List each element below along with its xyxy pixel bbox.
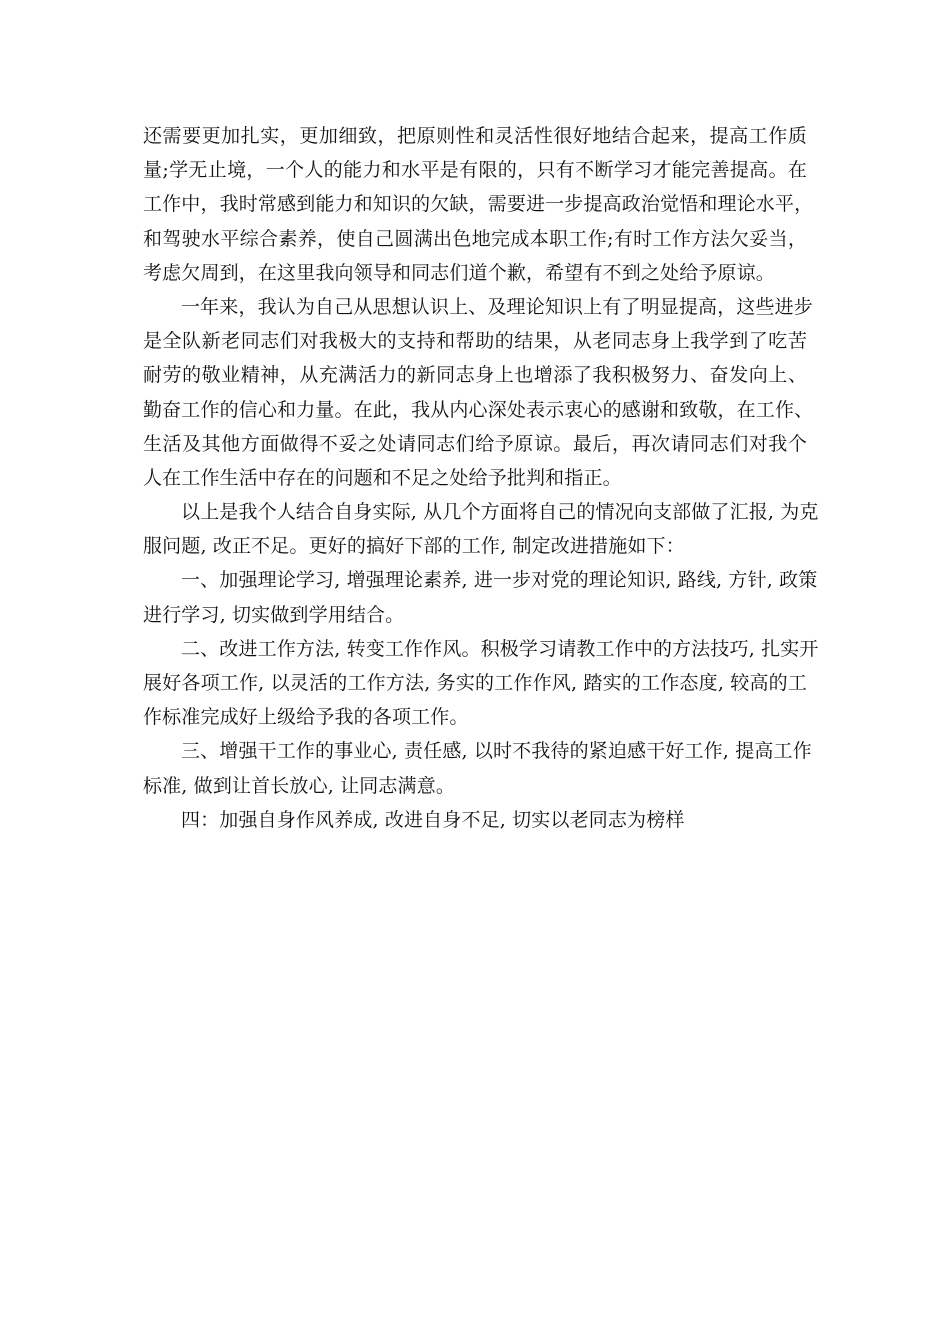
text-line: 工作中，我时常感到能力和知识的欠缺，需要进一步提高政治觉悟和理论水平， — [143, 193, 814, 216]
text-line: 以上是我个人结合自身实际, 从几个方面将自己的情况向支部做了汇报, 为克 — [181, 501, 819, 524]
text-line: 进行学习, 切实做到学用结合。 — [143, 603, 405, 626]
text-line: 量;学无止境，一个人的能力和水平是有限的，只有不断学习才能完善提高。在 — [143, 159, 807, 182]
text-line: 是全队新老同志们对我极大的支持和帮助的结果，从老同志身上我学到了吃苦 — [143, 330, 807, 353]
text-line: 还需要更加扎实，更加细致，把原则性和灵活性很好地结合起来，提高工作质 — [143, 125, 807, 147]
text-line: 二、改进工作方法, 转变工作作风。积极学习请教工作中的方法技巧, 扎实开 — [181, 637, 819, 660]
list-item-2 — [143, 632, 819, 735]
text-line: 一、加强理论学习, 增强理论素养, 进一步对党的理论知识, 路线, 方针, 政策 — [181, 569, 818, 592]
text-line: 耐劳的敬业精神，从充满活力的新同志身上也增添了我积极努力、奋发向上、 — [143, 364, 807, 387]
text-line: 和驾驶水平综合素养，使自己圆满出色地完成本职工作;有时工作方法欠妥当， — [143, 227, 807, 250]
paragraph-2 — [143, 290, 814, 495]
text-line: 人在工作生活中存在的问题和不足之处给予批判和指正。 — [143, 466, 622, 489]
text-line: 生活及其他方面做得不妥之处请同志们给予原谅。最后，再次请同志们对我个 — [143, 432, 807, 455]
list-item-4 — [143, 803, 807, 837]
text-line: 服问题, 改正不足。更好的搞好下部的工作, 制定改进措施如下： — [143, 535, 685, 558]
paragraph-1 — [143, 119, 814, 290]
text-line: 作标准完成好上级给予我的各项工作。 — [143, 706, 469, 729]
text-line: 三、增强干工作的事业心, 责任感, 以时不我待的紧迫感干好工作, 提高工作 — [181, 740, 812, 763]
document-body — [143, 119, 819, 837]
text-line: 展好各项工作, 以灵活的工作方法, 务实的工作作风, 踏实的工作态度, 较高的工 — [143, 672, 807, 694]
paragraph-3 — [143, 495, 819, 563]
list-item-3 — [143, 734, 812, 802]
text-line: 四：加强自身作风养成, 改进自身不足, 切实以老同志为榜样 — [181, 808, 685, 831]
list-item-1 — [143, 563, 818, 631]
text-line: 一年来，我认为自己从思想认识上、及理论知识上有了明显提高，这些进步 — [181, 295, 813, 318]
text-line: 考虑欠周到，在这里我向领导和同志们道个歉，希望有不到之处给予原谅。 — [143, 261, 775, 284]
text-line: 勤奋工作的信心和力量。在此，我从内心深处表示衷心的感谢和致敬，在工作、 — [143, 398, 814, 421]
text-line: 标准, 做到让首长放心, 让同志满意。 — [143, 774, 456, 797]
